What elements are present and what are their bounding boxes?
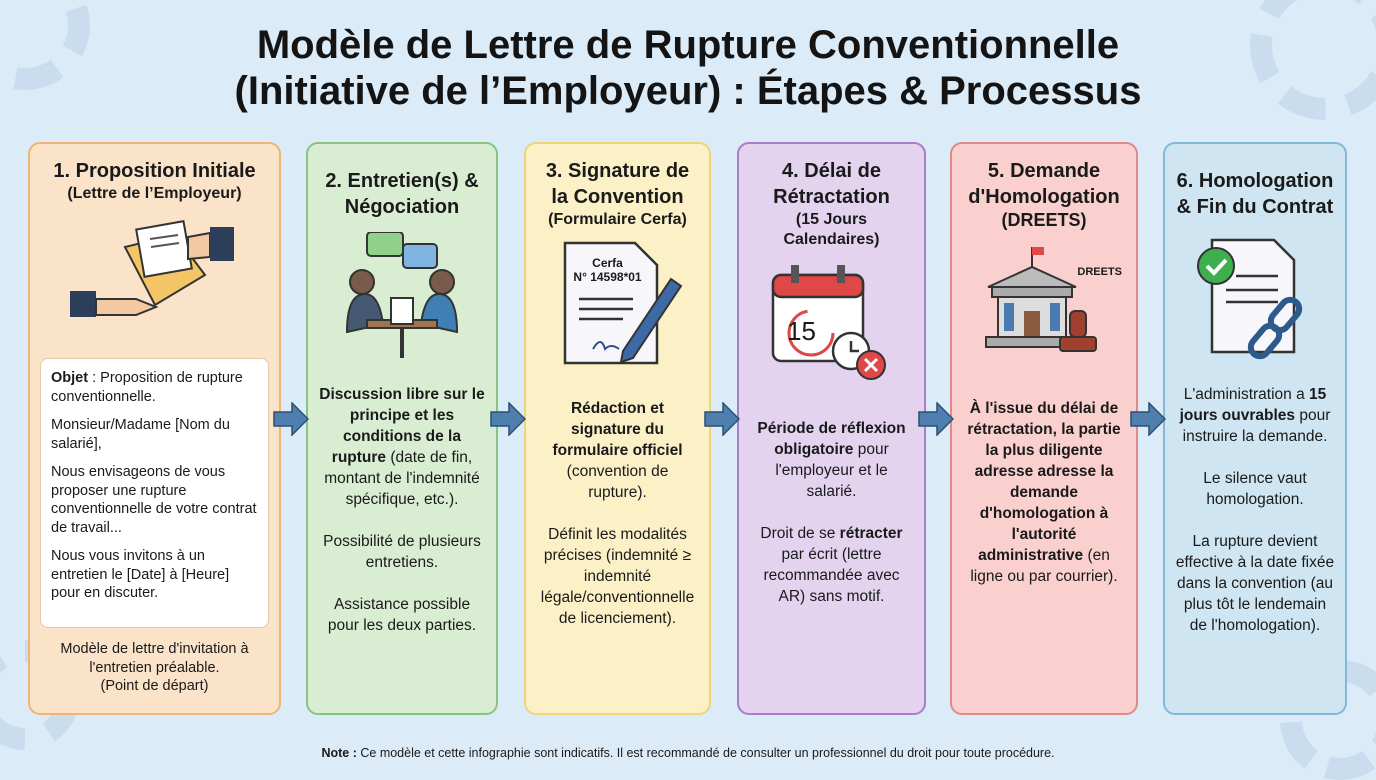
paragraph bbox=[51, 547, 258, 603]
page-title bbox=[0, 22, 1376, 114]
text: pour l'employeur et le salarié. bbox=[775, 441, 889, 500]
bold-text: rétracter bbox=[839, 525, 903, 542]
text: Droit de se bbox=[760, 525, 840, 542]
step-description bbox=[749, 418, 914, 607]
paragraph bbox=[318, 384, 486, 510]
bold-text: Discussion libre sur le principe et les conditions de la rupture bbox=[319, 386, 485, 466]
caption-line: (Point de départ) bbox=[100, 678, 209, 694]
step-title: 5. Demande d'Homologation bbox=[968, 160, 1120, 208]
bold-text: Période de réflexion obligatoire bbox=[757, 420, 906, 458]
step-card-2 bbox=[306, 142, 498, 715]
footer-note bbox=[0, 746, 1376, 760]
form-label-line: Cerfa bbox=[592, 256, 623, 270]
paragraph bbox=[1175, 384, 1335, 447]
text: Assistance possible pour les deux parties. bbox=[327, 596, 477, 634]
text: L'administration a bbox=[1183, 386, 1310, 403]
bold-text: Rédaction et signature du formulaire officiel bbox=[552, 400, 683, 459]
text: (date de fin, montant de l'indemnité spécifique, etc.). bbox=[324, 449, 480, 508]
letter-caption bbox=[40, 640, 269, 696]
text: (convention de rupture). bbox=[566, 463, 669, 501]
bold-text: Objet bbox=[51, 370, 89, 386]
title-line-2: (Initiative de l’Employeur) : Étapes & Processus bbox=[234, 69, 1142, 113]
step-title: 6. Homologation & Fin du Contrat bbox=[1176, 170, 1334, 218]
paragraph bbox=[749, 523, 914, 607]
title-line-1: Modèle de Lettre de Rupture Conventionnelle bbox=[256, 23, 1120, 67]
step-title: 1. Proposition Initiale bbox=[53, 160, 256, 182]
text: (en ligne ou par courrier). bbox=[970, 547, 1118, 585]
step-subtitle: (Formulaire Cerfa) bbox=[548, 211, 687, 228]
step-subtitle: (15 Jours Calendaires) bbox=[783, 211, 880, 248]
arrow-right-icon bbox=[490, 402, 526, 436]
step-card-4 bbox=[737, 142, 926, 715]
note-text: Ce modèle et cette infographie sont indicatifs. Il est recommandé de consulter un professionnel du droit pour toute procédure. bbox=[356, 746, 1055, 760]
step-subtitle: (DREETS) bbox=[1001, 210, 1087, 230]
government-building-stamp-icon bbox=[962, 238, 1126, 368]
text: pour instruire la demande. bbox=[1182, 407, 1331, 445]
letter-template bbox=[40, 358, 269, 628]
step-title: 3. Signature de la Convention bbox=[545, 160, 690, 208]
step-card-3 bbox=[524, 142, 711, 715]
text: Nous vous invitons à un entretien le [Date] à [Heure] pour en discuter. bbox=[51, 548, 230, 601]
paragraph bbox=[1175, 531, 1335, 636]
step-description bbox=[962, 398, 1126, 587]
paragraph bbox=[51, 369, 258, 406]
text: par écrit (lettre recommandée avec AR) sans motif. bbox=[763, 546, 900, 605]
arrow-right-icon bbox=[704, 402, 740, 436]
paragraph bbox=[1175, 468, 1335, 510]
text: Possibilité de plusieurs entretiens. bbox=[323, 533, 481, 571]
paragraph bbox=[318, 594, 486, 636]
paragraph bbox=[749, 418, 914, 502]
bold-text: 15 jours ouvrables bbox=[1179, 386, 1327, 424]
text: La rupture devient effective à la date fixée dans la convention (au plus tôt le lendemain de l'homologation). bbox=[1175, 533, 1335, 634]
form-label-line: N° 14598*01 bbox=[573, 270, 642, 284]
document-check-broken-chain-icon bbox=[1175, 232, 1335, 362]
step-title: 4. Délai de Rétractation bbox=[773, 160, 890, 208]
step-description bbox=[536, 398, 699, 629]
arrow-right-icon bbox=[918, 402, 954, 436]
paragraph bbox=[51, 463, 258, 537]
text: : Proposition de rupture conventionnelle. bbox=[51, 370, 243, 405]
arrow-right-icon bbox=[1130, 402, 1166, 436]
text: Le silence vaut homologation. bbox=[1203, 470, 1307, 508]
step-card-1 bbox=[28, 142, 281, 715]
paragraph bbox=[536, 524, 699, 629]
step-subtitle: (Lettre de l’Employeur) bbox=[67, 185, 242, 202]
bold-text: À l'issue du délai de rétractation, la partie la plus diligente adresse adresse la demande d'homologation à l'autorité administrative bbox=[967, 400, 1121, 564]
caption-line: Modèle de lettre d'invitation à l'entretien préalable. bbox=[60, 641, 249, 676]
text: Définit les modalités précises (indemnité ≥ indemnité légale/conventionnelle de licenciement). bbox=[540, 526, 695, 627]
arrow-right-icon bbox=[273, 402, 309, 436]
paragraph bbox=[962, 398, 1126, 587]
calendar-number: 15 bbox=[787, 316, 816, 346]
building-label: DREETS bbox=[1077, 266, 1122, 278]
step-description bbox=[1175, 384, 1335, 636]
paragraph bbox=[51, 416, 258, 453]
envelope-handover-icon bbox=[40, 212, 269, 342]
text: Monsieur/Madame [Nom du salarié], bbox=[51, 417, 230, 452]
step-description bbox=[318, 384, 486, 636]
paragraph bbox=[536, 398, 699, 503]
text: Nous envisageons de vous proposer une rupture conventionnelle de votre contrat de travail... bbox=[51, 464, 257, 536]
step-card-6 bbox=[1163, 142, 1347, 715]
form-label bbox=[516, 256, 699, 284]
step-card-5 bbox=[950, 142, 1138, 715]
step-title: 2. Entretien(s) & Négociation bbox=[325, 170, 479, 218]
cerfa-form-pen-icon bbox=[536, 238, 699, 368]
meeting-icon bbox=[318, 232, 486, 362]
calendar-clock-icon bbox=[749, 258, 914, 388]
note-label: Note : bbox=[321, 746, 357, 760]
paragraph bbox=[318, 531, 486, 573]
